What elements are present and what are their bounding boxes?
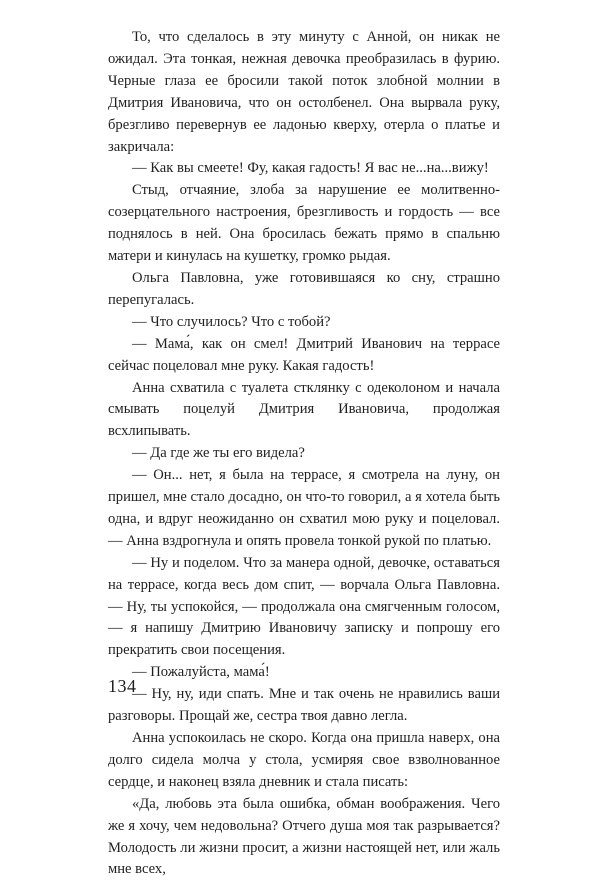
paragraph: — Да где же ты его видела? [132, 445, 305, 462]
paragraph: «Да, любовь эта была ошибка, обман воображения. Чего же я хочу, чем недовольна? Отчего душа моя так разрывается? Молодость ли жизни просит, а жизни настоящей нет, или жаль мне всех, [108, 795, 500, 878]
paragraph: — Пожалуйста, мама́! [132, 664, 270, 681]
paragraph: Анна схватила с туалета стклянку с одеколоном и начала смывать поцелуй Дмитрия Ивановича, продолжая всхлипывать. [108, 379, 500, 440]
paragraph: — Ну, ну, иди спать. Мне и так очень не нравились ваши разговоры. Прощай же, сестра твоя давно легла. [108, 686, 500, 725]
paragraph: — Ну и поделом. Что за манера одной, девочке, оставаться на террасе, когда весь дом спит, — ворчала Ольга Павловна. — Ну, ты успокойся, — продолжала она смягченным голосом, — я напишу Дмитрию Ивановичу записку и попрошу его прекратить свои посещения. [108, 554, 500, 659]
page-number: 134 [108, 676, 137, 696]
text-block [108, 27, 500, 881]
paragraph: Стыд, отчаяние, злоба за нарушение ее молитвенно-созерцательного настроения, брезгливость и гордость — все поднялось в ней. Она бросилась бежать прямо в спальню матери и кинулась на кушетку, громко рыдая. [108, 182, 500, 265]
paragraph: Анна успокоилась не скоро. Когда она пришла наверх, она долго сидела молча у стола, усмиряя свое взволнованное сердце, и наконец взяла дневник и стала писать: [108, 730, 500, 790]
paragraph: — Как вы смеете! Фу, какая гадость! Я вас не...на...вижу! [132, 160, 489, 177]
paragraph: — Он... нет, я была на террасе, я смотрела на луну, он пришел, мне стало досадно, он что-то говорил, а я хотела быть одна, и вдруг неожиданно он схватил мою руку и поцеловал. — Анна вздрогнула и опять провела тонкой рукой по платью. [108, 467, 500, 549]
paragraph: Ольга Павловна, уже готовившаяся ко сну, страшно перепугалась. [108, 269, 500, 308]
paragraph: — Что случилось? Что с тобой? [132, 313, 331, 330]
paragraph: — Мама́, как он смел! Дмитрий Иванович на террасе сейчас поцеловал мне руку. Какая гадость! [108, 335, 500, 374]
paragraph: То, что сделалось в эту минуту с Анной, он никак не ожидал. Эта тонкая, нежная девочка преобразилась в фурию. Черные глаза ее бросили такой поток злобной молнии в Дмитрия Ивановича, что он остолбенел. Она вырвала руку, брезгливо перевернув ее ладонью кверху, отерла о платье и закричала: [108, 29, 500, 155]
